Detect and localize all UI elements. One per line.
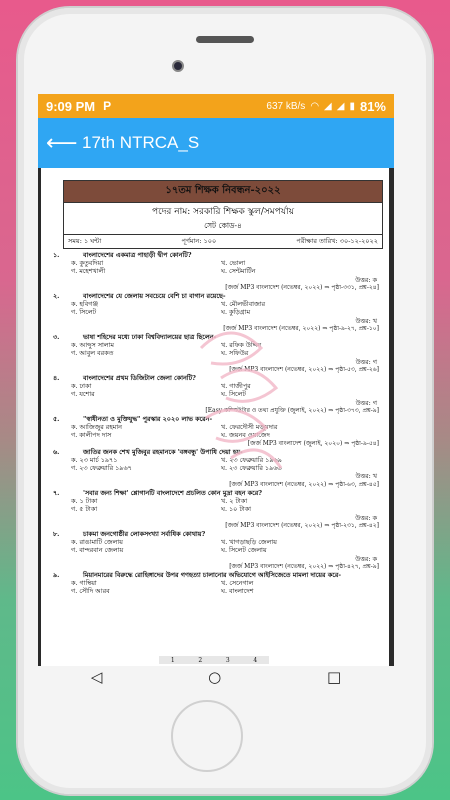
option: খ. খাগড়াছড়ি জেলায় xyxy=(221,538,277,547)
exam-header xyxy=(63,180,383,249)
option: গ. সৌদি আরব xyxy=(71,587,110,596)
option: গ. ৫ টাকা xyxy=(71,505,98,514)
question-text: চাকমা জনগোষ্ঠীর লোকসংখ্যা সর্বাধিক কোথায়? xyxy=(83,529,206,538)
exam-date: পরীক্ষার তারিখ: ৩০-১২-২০২২ xyxy=(296,237,378,245)
question-text: বাংলাদেশের একমাত্র পাহাড়ী দ্বীপ কোনটি? xyxy=(83,251,192,259)
question-text: 'সবার জন্য শিক্ষা' শ্লোগানটি বাংলাদেশে প্রচলিত কোন মুদ্রা বহন করে? xyxy=(83,488,262,497)
option: ক. কুতুবদিয়া xyxy=(71,259,104,268)
option: খ. গাজীপুর xyxy=(221,382,251,391)
question-item xyxy=(53,251,381,292)
option: গ. মহেশখালী xyxy=(71,267,106,276)
option: গ. আবুল বরকত xyxy=(71,349,114,358)
question-number: ৫. xyxy=(53,415,60,424)
source-reference: [জর্জ MP3 বাংলাদেশ (নভেম্বর, ২০২২) ⇒ পৃষ্ঠা-২৩১, প্রশ্ন-৪২] xyxy=(225,521,379,529)
battery-icon: ▮ xyxy=(349,100,355,112)
question-number: ৭. xyxy=(53,488,60,497)
option: গ. যশোর xyxy=(71,390,95,399)
option: ঘ. কুড়িগ্রাম xyxy=(221,308,251,317)
source-reference: [জর্জ MP3 বাংলাদেশ (নভেম্বর, ২০২২) ⇒ পৃষ্ঠা-৫৩, প্রশ্ন-২৬] xyxy=(229,365,379,373)
option: ঘ. জয়নব ওয়াজেদ xyxy=(221,431,270,440)
answer: উত্তর: ক xyxy=(355,513,377,522)
question-text: বাংলাদেশের প্রথম ডিজিটাল জেলা কোনটি? xyxy=(83,374,196,383)
question-number: ৮. xyxy=(53,529,60,538)
question-options xyxy=(71,497,381,513)
option: খ. সেনেগাল xyxy=(221,579,254,588)
source-reference: [Easy কম্পিউটার ও তথ্য প্রযুক্তি (জুলাই, ২০২২) ⇒ পৃষ্ঠা-৩৭৩, প্রশ্ন-৯] xyxy=(205,406,379,414)
option: খ. ফেরদৌসী মজুমদার xyxy=(221,423,278,432)
pdf-viewer[interactable] xyxy=(38,168,394,666)
question-options xyxy=(71,341,381,357)
question-number: ৯. xyxy=(53,570,60,579)
question-number: ৬. xyxy=(53,447,60,456)
option: খ. রফিক উদ্দিন xyxy=(221,341,262,350)
pager-item[interactable]: 3 xyxy=(225,656,230,664)
answer: উত্তর: ক xyxy=(355,554,377,563)
question-number: ৪. xyxy=(53,374,60,383)
post-name: পদের নাম: সরকারি শিক্ষক স্কুল/সমপর্যায় xyxy=(64,202,382,220)
answer: উত্তর: গ xyxy=(355,357,377,366)
nav-recent-icon[interactable]: □ xyxy=(326,668,342,686)
question-item xyxy=(53,530,381,571)
source-reference: [জর্জ MP3 বাংলাদেশ (নভেম্বর, ২০২২) ⇒ পৃষ্ঠা-৯-২৭, প্রশ্ন-১০] xyxy=(223,324,379,332)
exam-meta xyxy=(64,234,382,248)
nav-home-icon[interactable]: ○ xyxy=(208,668,222,686)
home-button[interactable] xyxy=(171,700,243,772)
back-arrow-icon[interactable]: ⟵ xyxy=(46,130,78,156)
source-reference: [জর্জ MP3 বাংলাদেশ (নভেম্বর, ২০২২) ⇒ পৃষ্ঠা-৪২৭, প্রশ্ন-৯] xyxy=(229,562,379,570)
option: ক. রাঙামাটি জেলায় xyxy=(71,538,123,547)
status-bar xyxy=(38,94,394,118)
status-right xyxy=(266,99,386,114)
pdf-page[interactable] xyxy=(41,168,389,666)
signal-icon: ◢ xyxy=(324,100,332,112)
exam-marks: পূর্ণমান: ১০০ xyxy=(181,237,217,245)
page-navigator[interactable] xyxy=(159,656,269,664)
system-nav-bar xyxy=(38,666,394,688)
page-title: 17th NTRCA_S xyxy=(82,133,200,152)
option: গ. ২৩ ফেব্রুয়ারি ১৯৬৭ xyxy=(71,464,132,473)
option: ক. ২৩ মার্চ ১৯৭১ xyxy=(71,456,118,465)
question-text: জাতির জনক শেখ মুজিবুর রহমানকে 'বঙ্গবন্ধু' উপাধি দেয়া হয়- xyxy=(83,447,243,456)
status-time: 9:09 PM xyxy=(46,98,96,114)
option: ক. ১ টাকা xyxy=(71,497,98,506)
question-options xyxy=(71,579,381,595)
answer: উত্তর: খ xyxy=(355,472,377,481)
question-text: মিয়ানমারের বিরুদ্ধে রোহিঙ্গাদের উপর গণহত্যা চালানোর অভিযোগে আইসিজেতে মামলা দায়ের করে- xyxy=(83,570,341,579)
set-code: সেট কোড-৪ xyxy=(204,221,242,230)
question-number: ২. xyxy=(53,292,60,301)
exam-time: সময়: ১ ঘন্টা xyxy=(68,237,102,245)
pager-item[interactable]: 2 xyxy=(198,656,203,664)
question-item xyxy=(53,292,381,333)
option: ক. ঢাকা xyxy=(71,382,92,391)
question-text: ভাষা শহিদের মধ্যে ঢাকা বিশ্ববিদ্যালয়ের ছাত্র ছিলেন- xyxy=(83,333,217,342)
question-list xyxy=(41,251,389,596)
question-item xyxy=(53,571,381,596)
question-number: ১. xyxy=(53,251,60,259)
option: খ. ২৩ ফেব্রুয়ারি ১৯৬৯ xyxy=(221,456,282,465)
battery-level: 81% xyxy=(359,98,386,114)
pager-item[interactable]: 1 xyxy=(170,656,175,664)
option: ঘ. ২৩ ফেব্রুয়ারি ১৯৬৬ xyxy=(221,464,282,473)
nav-back-icon[interactable]: ◁ xyxy=(90,668,103,686)
source-reference: [জর্জ MP3 বাংলাদেশ (জুলাই, ২০২০) ⇒ পৃষ্ঠা-৯-৫৪] xyxy=(247,439,379,447)
option: ক. গাম্বিয়া xyxy=(71,579,97,588)
option: ক. আব্দুস সালাম xyxy=(71,341,114,350)
option: ক. আজিজুর রহমান xyxy=(71,423,122,432)
option: ঘ. সিলেট জেলায় xyxy=(221,546,267,555)
option: ঘ. বাংলাদেশ xyxy=(221,587,254,596)
option: ঘ. সিলেট xyxy=(221,390,246,399)
question-options xyxy=(71,456,381,472)
answer: উত্তর: গ xyxy=(355,398,377,407)
network-speed: 637 kB/s xyxy=(266,100,306,112)
question-item xyxy=(53,333,381,374)
app-bar xyxy=(38,118,394,168)
source-reference: [জর্জ MP3 বাংলাদেশ (নভেম্বর, ২০২২) ⇒ পৃষ্ঠা-৩৩১, প্রশ্ন-২৪] xyxy=(225,283,379,291)
option: খ. মৌলভীবাজার xyxy=(221,300,266,309)
answer: উত্তর: ক xyxy=(355,275,377,284)
option: খ. ২ টাকা xyxy=(221,497,248,506)
question-item xyxy=(53,448,381,489)
screen xyxy=(38,94,394,666)
question-item xyxy=(53,415,381,448)
option: গ. বান্দরবান জেলায় xyxy=(71,546,124,555)
pager-item[interactable]: 4 xyxy=(253,656,258,664)
question-text: "স্বাধীনতা ও মুক্তিযুদ্ধ" পুরস্কার ২০২০ লাভ করেন- xyxy=(83,415,213,424)
exam-title: ১৭তম শিক্ষক নিবন্ধন-২০২২ xyxy=(64,181,382,202)
question-number: ৩. xyxy=(53,333,60,342)
option: খ. ভোলা xyxy=(221,259,246,268)
option: গ. সিলেট xyxy=(71,308,97,317)
app-notification-icon: P xyxy=(103,99,112,113)
wifi-icon: ◠ xyxy=(310,100,320,112)
question-text: বাংলাদেশের যে জেলায় সবচেয়ে বেশি চা বাগান রয়েছে- xyxy=(83,292,226,301)
option: গ. কালীপদ দাস xyxy=(71,431,112,440)
question-item xyxy=(53,489,381,530)
question-options xyxy=(71,423,381,439)
option: ঘ. ১০ টাকা xyxy=(221,505,252,514)
signal-icon-2: ◢ xyxy=(336,100,345,112)
option: ক. হবিগঞ্জ xyxy=(71,300,98,309)
question-options xyxy=(71,300,381,316)
option: ঘ. সফিউর xyxy=(221,349,249,358)
answer: উত্তর: খ xyxy=(355,316,377,325)
speaker xyxy=(196,36,254,43)
question-options xyxy=(71,382,381,398)
question-options xyxy=(71,538,381,554)
question-options xyxy=(71,259,381,275)
source-reference: [জর্জ MP3 বাংলাদেশ (নভেম্বর, ২০২২) ⇒ পৃষ্ঠা-৬৩, প্রশ্ন-৪৫] xyxy=(229,480,379,488)
question-item xyxy=(53,374,381,415)
option: ঘ. সেন্টমার্টিন xyxy=(221,267,256,276)
front-camera xyxy=(172,60,184,72)
